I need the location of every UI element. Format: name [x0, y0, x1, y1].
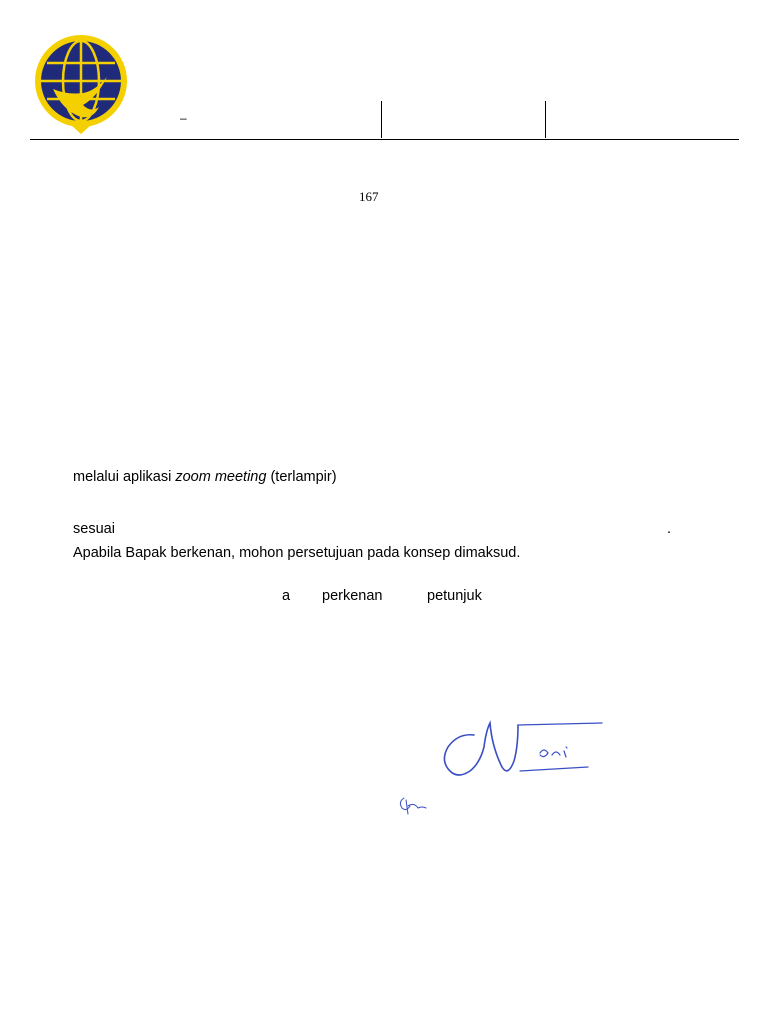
body-line-1-before: melalui aplikasi: [73, 469, 176, 485]
initial-icon: [396, 794, 428, 816]
body-line-1: [73, 468, 337, 486]
signature-icon: [440, 717, 610, 783]
header-rule: [30, 139, 739, 140]
header-divider-2: [545, 101, 546, 138]
body-line-1-after: (terlampir): [266, 469, 337, 485]
body-line-2-start: sesuai: [73, 521, 115, 537]
body-line-4-perkenan: perkenan: [322, 588, 383, 604]
body-line-1-italic: zoom meeting: [175, 469, 267, 485]
body-line-2-end: .: [667, 521, 672, 537]
page-number: 167: [359, 189, 379, 204]
header-divider-1: [381, 101, 382, 138]
ministry-emblem-icon: [33, 33, 129, 135]
body-line-3: Apabila Bapak berkenan, mohon persetujuan pada konsep dimaksud.: [73, 545, 521, 561]
body-line-4-petunjuk: petunjuk: [427, 588, 482, 604]
body-line-4-a: a: [282, 588, 291, 604]
header-dash: –: [180, 111, 187, 125]
